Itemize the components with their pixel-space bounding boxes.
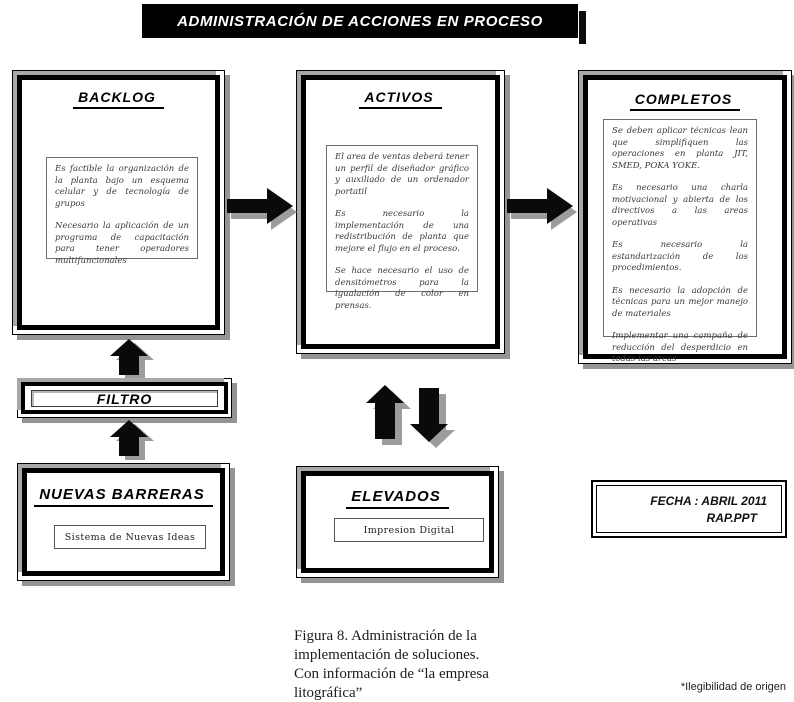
fecha-filename: RAP.PPT	[706, 511, 757, 525]
fecha-date: FECHA : ABRIL 2011	[650, 494, 767, 508]
note-paragraph: Implementar una campaña de reducción del desperdicio en todas las areas	[612, 331, 748, 364]
arrow-right-icon	[227, 186, 297, 232]
figure-caption	[294, 627, 514, 702]
panel-backlog	[12, 70, 225, 335]
panel-activos	[296, 70, 505, 354]
figure-title-banner	[142, 4, 578, 38]
filtro-heading: FILTRO	[31, 390, 218, 407]
panel-nuevas-barreras-frame	[22, 468, 225, 576]
activos-heading: ACTIVOS	[297, 89, 504, 105]
legibility-footnote: *Ilegibilidad de origen	[680, 681, 786, 693]
note-paragraph: Es necesario la adopción de técnicas para un mejor manejo de materiales	[612, 285, 748, 319]
fecha-box-inner	[596, 485, 782, 533]
activos-note	[326, 145, 478, 311]
backlog-heading: BACKLOG	[13, 89, 224, 105]
note-paragraph: Necesario la aplicación de un programa de capacitación para tener operadores multifuncionales	[55, 221, 189, 266]
caption-line: Con información de “la empresa	[294, 666, 489, 682]
elevados-item: Impresion Digital	[334, 518, 484, 542]
caption-line: implementación de soluciones.	[294, 647, 480, 663]
panel-elevados	[296, 466, 499, 578]
arrow-up-icon	[108, 418, 156, 462]
caption-line: litográfica”	[294, 685, 363, 701]
panel-completos	[578, 70, 792, 364]
arrow-right-icon	[507, 186, 577, 232]
figure-title: ADMINISTRACIÓN DE ACCIONES EN PROCESO	[177, 12, 543, 30]
nuevas-barreras-item: Sistema de Nuevas Ideas	[54, 525, 206, 549]
note-paragraph: Es necesario una charla motivacional y abierta de los directivos a las areas operativas	[612, 183, 748, 228]
note-paragraph: Es necesario la estandarización de los procedimientos.	[612, 240, 748, 273]
backlog-note	[46, 157, 198, 266]
elevados-heading: ELEVADOS	[297, 488, 498, 505]
nuevas-barreras-heading: NUEVAS BARRERAS	[18, 486, 229, 503]
completos-heading: COMPLETOS	[579, 91, 791, 107]
arrow-up-icon	[108, 337, 156, 381]
note-paragraph: El area de ventas deberá tener un perfil de diseñador gráfico y auxiliado de un ordenador portatil	[335, 152, 469, 197]
note-paragraph: Se deben aplicar técnicas lean que simplifiquen las operaciones en planta JIT, SMED, POKA YOKE.	[612, 126, 748, 171]
arrow-up-icon	[364, 383, 412, 447]
note-paragraph: Es factible la organización de la planta bajo un esquema celular y de tecnología de grupos	[55, 164, 189, 209]
panel-filtro	[17, 378, 232, 418]
panel-nuevas-barreras	[17, 463, 230, 581]
arrow-down-icon	[408, 386, 456, 450]
caption-line: Figura 8. Administración de la	[294, 628, 477, 644]
note-paragraph: Se hace necesario el uso de densitómetros para la igualación de color en prensas.	[335, 266, 469, 311]
fecha-box	[591, 480, 787, 538]
note-paragraph: Es necesario la implementación de una redistribución de planta que mejore el flujo en el proceso.	[335, 209, 469, 254]
completos-note	[603, 119, 757, 364]
